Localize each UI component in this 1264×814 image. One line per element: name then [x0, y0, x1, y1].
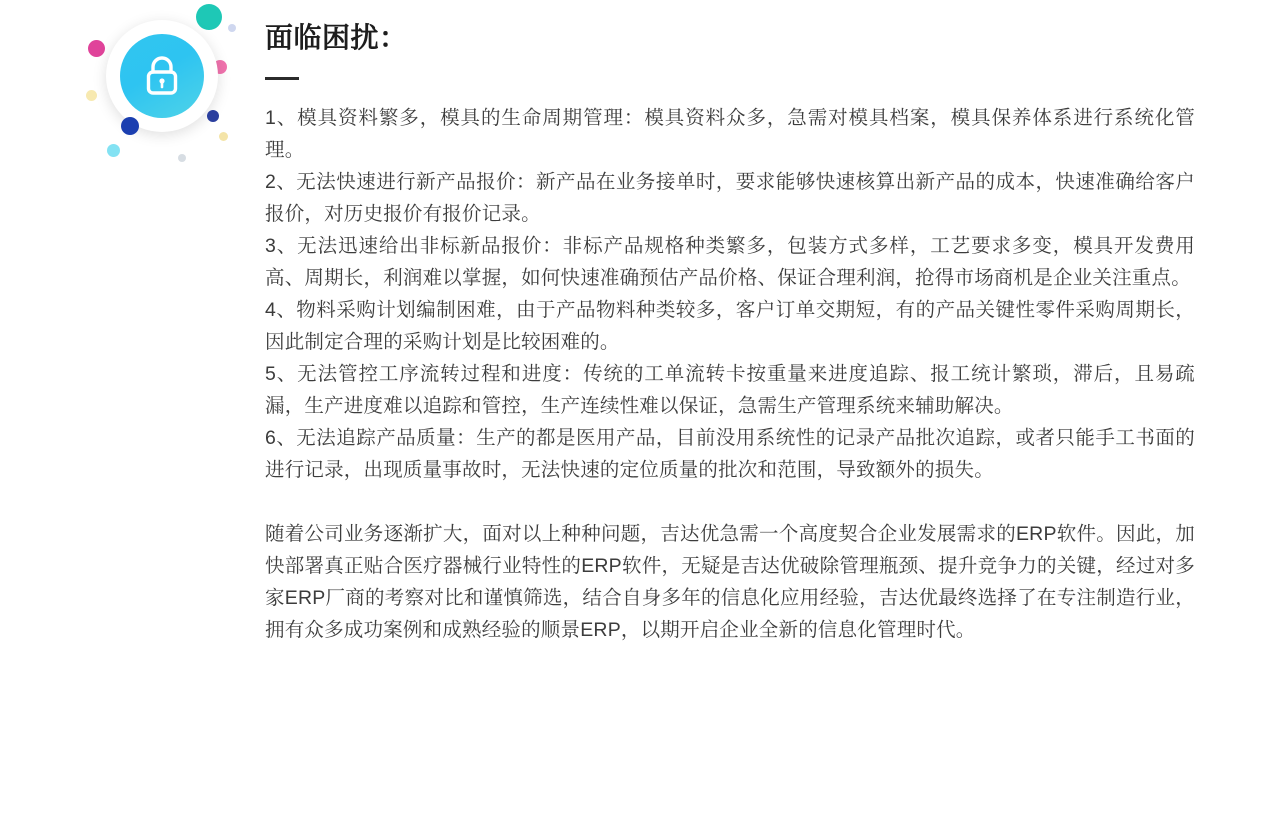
- decorative-dot-navy-small: [207, 110, 219, 122]
- decorative-dot-cyan: [107, 144, 120, 157]
- issue-item: 2、无法快速进行新产品报价：新产品在业务接单时，要求能够快速核算出新产品的成本，快速准确给客户报价，对历史报价有报价记录。: [265, 171, 1195, 225]
- decorative-dot-teal: [196, 4, 222, 30]
- issue-item: 5、无法管控工序流转过程和进度：传统的工单流转卡按重量来进度追踪、报工统计繁琐，滞后，且易疏漏，生产进度难以追踪和管控，生产连续性难以保证，急需生产管理系统来辅助解决。: [265, 363, 1195, 417]
- decorative-dot-gray: [178, 154, 186, 162]
- decorative-dot-cream-small: [219, 132, 228, 141]
- decorative-dot-magenta: [88, 40, 105, 57]
- issue-item: 4、物料采购计划编制困难，由于产品物料种类较多，客户订单交期短，有的产品关键性零件采购周期长，因此制定合理的采购计划是比较困难的。: [265, 299, 1195, 353]
- lock-icon: [120, 34, 204, 118]
- closing-paragraph: 随着公司业务逐渐扩大，面对以上种种问题，吉达优急需一个高度契合企业发展需求的ERP软件。因此，加快部署真正贴合医疗器械行业特性的ERP软件，无疑是吉达优破除管理瓶颈、提升竞争力的关键，经过对多家ERP厂商的考察对比和谨慎筛选，结合自身多年的信息化应用经验，吉达优最终选择了在专注制造行业，拥有众多成功案例和成熟经验的顺景ERP，以期开启企业全新的信息化管理时代。: [265, 523, 1195, 641]
- decorative-icon-cluster: [78, 4, 246, 164]
- page-title: 面临困扰：: [265, 22, 408, 53]
- issue-item: 6、无法追踪产品质量：生产的都是医用产品，目前没用系统性的记录产品批次追踪，或者只能手工书面的进行记录，出现质量事故时，无法快速的定位质量的批次和范围，导致额外的损失。: [265, 427, 1195, 481]
- title-divider: [265, 77, 299, 80]
- issues-list: [265, 102, 1195, 486]
- decorative-dot-cream: [86, 90, 97, 101]
- decorative-dot-lilac: [228, 24, 236, 32]
- issue-item: 3、无法迅速给出非标新品报价：非标产品规格种类繁多，包装方式多样，工艺要求多变，模具开发费用高、周期长，利润难以掌握，如何快速准确预估产品价格、保证合理利润，抢得市场商机是企业关注重点。: [265, 235, 1195, 289]
- content-column: [265, 0, 1195, 666]
- decorative-dot-navy: [121, 117, 139, 135]
- issue-item: 1、模具资料繁多，模具的生命周期管理：模具资料众多，急需对模具档案，模具保养体系进行系统化管理。: [265, 107, 1195, 161]
